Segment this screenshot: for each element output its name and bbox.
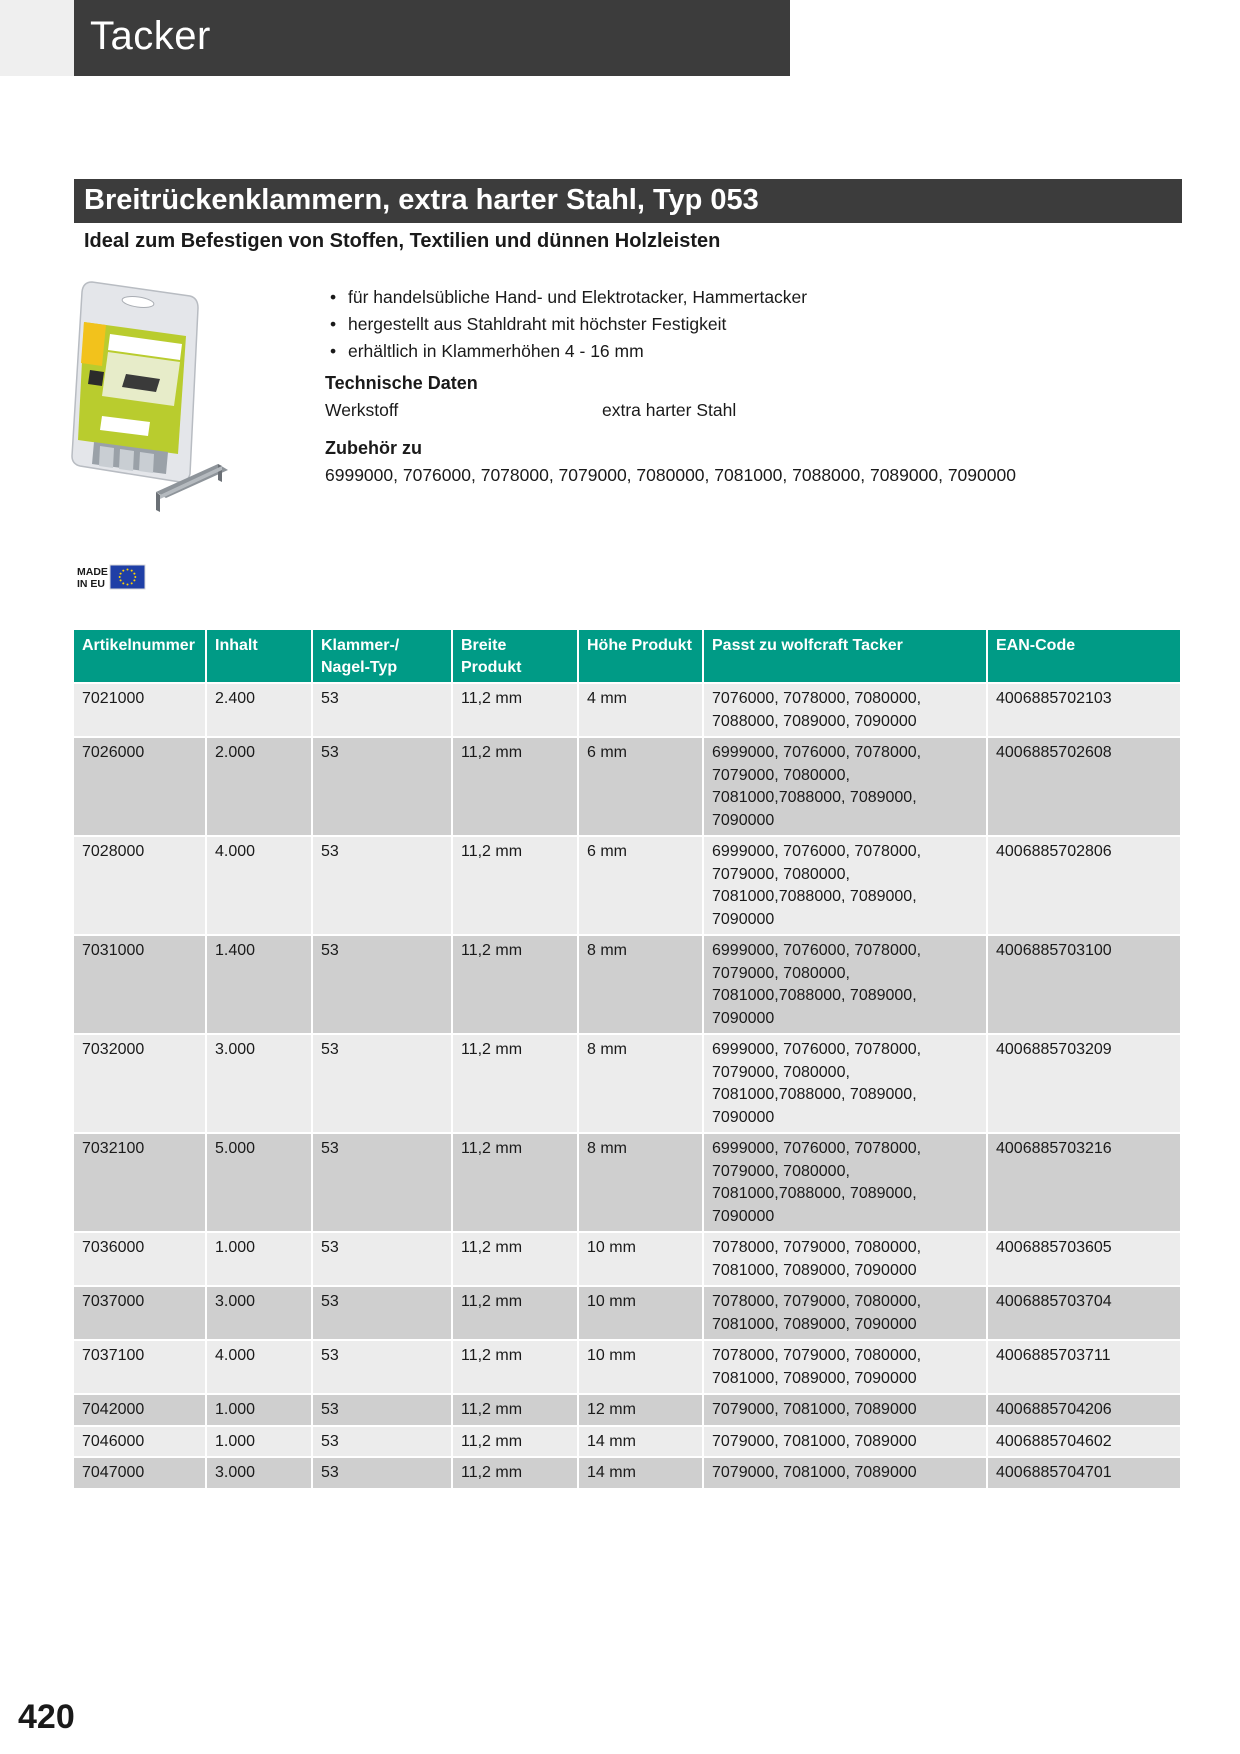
cell-nagel-typ: 53 [312, 683, 452, 737]
cell-ean: 4006885704602 [987, 1426, 1180, 1458]
badge-line-1: MADE [77, 566, 108, 578]
cell-hoehe: 10 mm [578, 1232, 703, 1286]
cell-passt-zu: 7076000, 7078000, 7080000, 7088000, 7089000, 7090000 [703, 683, 987, 737]
cell-passt-zu: 7079000, 7081000, 7089000 [703, 1426, 987, 1458]
cell-ean: 4006885704701 [987, 1457, 1180, 1488]
col-header-breite: Breite Produkt [452, 630, 578, 683]
cell-passt-zu: 6999000, 7076000, 7078000, 7079000, 7080000, 7081000,7088000, 7089000, 7090000 [703, 737, 987, 836]
cell-hoehe: 8 mm [578, 1133, 703, 1232]
cell-inhalt: 3.000 [206, 1457, 312, 1488]
cell-passt-zu: 6999000, 7076000, 7078000, 7079000, 7080000, 7081000,7088000, 7089000, 7090000 [703, 1133, 987, 1232]
cell-inhalt: 4.000 [206, 1340, 312, 1394]
table-row [74, 1426, 1180, 1458]
cell-hoehe: 14 mm [578, 1426, 703, 1458]
cell-artikelnummer: 7042000 [74, 1394, 206, 1426]
technical-data-heading: Technische Daten [325, 373, 478, 393]
table-row [74, 935, 1180, 1034]
cell-passt-zu: 6999000, 7076000, 7078000, 7079000, 7080000, 7081000,7088000, 7089000, 7090000 [703, 836, 987, 935]
cell-hoehe: 8 mm [578, 1034, 703, 1133]
cell-breite: 11,2 mm [452, 1286, 578, 1340]
cell-passt-zu: 7078000, 7079000, 7080000, 7081000, 7089000, 7090000 [703, 1340, 987, 1394]
cell-passt-zu: 7079000, 7081000, 7089000 [703, 1394, 987, 1426]
cell-passt-zu: 6999000, 7076000, 7078000, 7079000, 7080000, 7081000,7088000, 7089000, 7090000 [703, 935, 987, 1034]
accessory-list: 6999000, 7076000, 7078000, 7079000, 7080000, 7081000, 7088000, 7089000, 7090000 [325, 465, 1016, 485]
cell-nagel-typ: 53 [312, 1457, 452, 1488]
table-row [74, 1133, 1180, 1232]
cell-nagel-typ: 53 [312, 935, 452, 1034]
table-row [74, 1034, 1180, 1133]
cell-passt-zu: 6999000, 7076000, 7078000, 7079000, 7080000, 7081000,7088000, 7089000, 7090000 [703, 1034, 987, 1133]
cell-ean: 4006885702806 [987, 836, 1180, 935]
product-subtitle: Ideal zum Befestigen von Stoffen, Textilien und dünnen Holzleisten [84, 230, 721, 252]
feature-list [328, 284, 807, 365]
table-row [74, 737, 1180, 836]
cell-ean: 4006885703100 [987, 935, 1180, 1034]
cell-nagel-typ: 53 [312, 1394, 452, 1426]
col-header-artikelnummer: Artikelnummer [74, 630, 206, 683]
cell-artikelnummer: 7021000 [74, 683, 206, 737]
cell-artikelnummer: 7046000 [74, 1426, 206, 1458]
table-row [74, 1232, 1180, 1286]
cell-hoehe: 12 mm [578, 1394, 703, 1426]
cell-breite: 11,2 mm [452, 1232, 578, 1286]
cell-ean: 4006885703216 [987, 1133, 1180, 1232]
cell-artikelnummer: 7028000 [74, 836, 206, 935]
col-header-nagel-typ: Klammer-/ Nagel-Typ [312, 630, 452, 683]
accessory-heading: Zubehör zu [325, 438, 422, 458]
cell-breite: 11,2 mm [452, 836, 578, 935]
cell-passt-zu: 7078000, 7079000, 7080000, 7081000, 7089000, 7090000 [703, 1232, 987, 1286]
article-table [74, 630, 1180, 1488]
feature-item: • hergestellt aus Stahldraht mit höchster Festigkeit [330, 314, 727, 334]
product-title-bar [74, 179, 1182, 223]
cell-inhalt: 1.000 [206, 1426, 312, 1458]
cell-ean: 4006885703704 [987, 1286, 1180, 1340]
section-header [74, 0, 790, 76]
cell-inhalt: 3.000 [206, 1034, 312, 1133]
cell-inhalt: 1.000 [206, 1232, 312, 1286]
cell-breite: 11,2 mm [452, 1340, 578, 1394]
col-header-hoehe: Höhe Produkt [578, 630, 703, 683]
cell-nagel-typ: 53 [312, 1232, 452, 1286]
table-row [74, 1394, 1180, 1426]
cell-ean: 4006885702103 [987, 683, 1180, 737]
cell-ean: 4006885703209 [987, 1034, 1180, 1133]
cell-artikelnummer: 7037000 [74, 1286, 206, 1340]
cell-artikelnummer: 7037100 [74, 1340, 206, 1394]
cell-ean: 4006885702608 [987, 737, 1180, 836]
table-row [74, 1340, 1180, 1394]
cell-hoehe: 6 mm [578, 836, 703, 935]
cell-artikelnummer: 7047000 [74, 1457, 206, 1488]
table-row [74, 683, 1180, 737]
blister-pack [72, 282, 198, 482]
table-row [74, 1286, 1180, 1340]
cell-ean: 4006885703711 [987, 1340, 1180, 1394]
page-number: 420 [18, 1698, 75, 1736]
cell-nagel-typ: 53 [312, 1034, 452, 1133]
cell-nagel-typ: 53 [312, 836, 452, 935]
cell-inhalt: 5.000 [206, 1133, 312, 1232]
cell-nagel-typ: 53 [312, 1340, 452, 1394]
cell-hoehe: 6 mm [578, 737, 703, 836]
cell-hoehe: 8 mm [578, 935, 703, 1034]
cell-breite: 11,2 mm [452, 1394, 578, 1426]
feature-item: • für handelsübliche Hand- und Elektrotacker, Hammertacker [330, 287, 808, 307]
cell-artikelnummer: 7026000 [74, 737, 206, 836]
cell-passt-zu: 7078000, 7079000, 7080000, 7081000, 7089000, 7090000 [703, 1286, 987, 1340]
cell-inhalt: 2.000 [206, 737, 312, 836]
product-title: Breitrückenklammern, extra harter Stahl, Typ 053 [84, 184, 759, 216]
cell-inhalt: 3.000 [206, 1286, 312, 1340]
cell-breite: 11,2 mm [452, 1034, 578, 1133]
cell-passt-zu: 7079000, 7081000, 7089000 [703, 1457, 987, 1488]
cell-artikelnummer: 7032100 [74, 1133, 206, 1232]
feature-item: • erhältlich in Klammerhöhen 4 - 16 mm [330, 341, 644, 361]
cell-breite: 11,2 mm [452, 683, 578, 737]
cell-breite: 11,2 mm [452, 1133, 578, 1232]
cell-inhalt: 2.400 [206, 683, 312, 737]
cell-breite: 11,2 mm [452, 737, 578, 836]
cell-inhalt: 4.000 [206, 836, 312, 935]
spec-value: extra harter Stahl [602, 400, 737, 420]
product-image [70, 274, 262, 536]
badge-line-2: IN EU [77, 578, 106, 590]
cell-nagel-typ: 53 [312, 1133, 452, 1232]
cell-hoehe: 4 mm [578, 683, 703, 737]
table-row [74, 836, 1180, 935]
cell-nagel-typ: 53 [312, 737, 452, 836]
cell-breite: 11,2 mm [452, 935, 578, 1034]
spec-label: Werkstoff [325, 400, 399, 420]
col-header-inhalt: Inhalt [206, 630, 312, 683]
cell-artikelnummer: 7036000 [74, 1232, 206, 1286]
corner-tab [0, 0, 74, 76]
table-header-row [74, 630, 1180, 683]
table-row [74, 1457, 1180, 1488]
cell-breite: 11,2 mm [452, 1426, 578, 1458]
cell-ean: 4006885704206 [987, 1394, 1180, 1426]
cell-artikelnummer: 7031000 [74, 935, 206, 1034]
cell-hoehe: 14 mm [578, 1457, 703, 1488]
made-in-eu-badge [76, 564, 146, 590]
cell-nagel-typ: 53 [312, 1426, 452, 1458]
cell-hoehe: 10 mm [578, 1340, 703, 1394]
cell-hoehe: 10 mm [578, 1286, 703, 1340]
cell-artikelnummer: 7032000 [74, 1034, 206, 1133]
section-title: Tacker [90, 14, 211, 58]
col-header-passt-zu: Passt zu wolfcraft Tacker [703, 630, 987, 683]
cell-inhalt: 1.000 [206, 1394, 312, 1426]
cell-breite: 11,2 mm [452, 1457, 578, 1488]
col-header-ean: EAN-Code [987, 630, 1180, 683]
cell-inhalt: 1.400 [206, 935, 312, 1034]
cell-ean: 4006885703605 [987, 1232, 1180, 1286]
cell-nagel-typ: 53 [312, 1286, 452, 1340]
